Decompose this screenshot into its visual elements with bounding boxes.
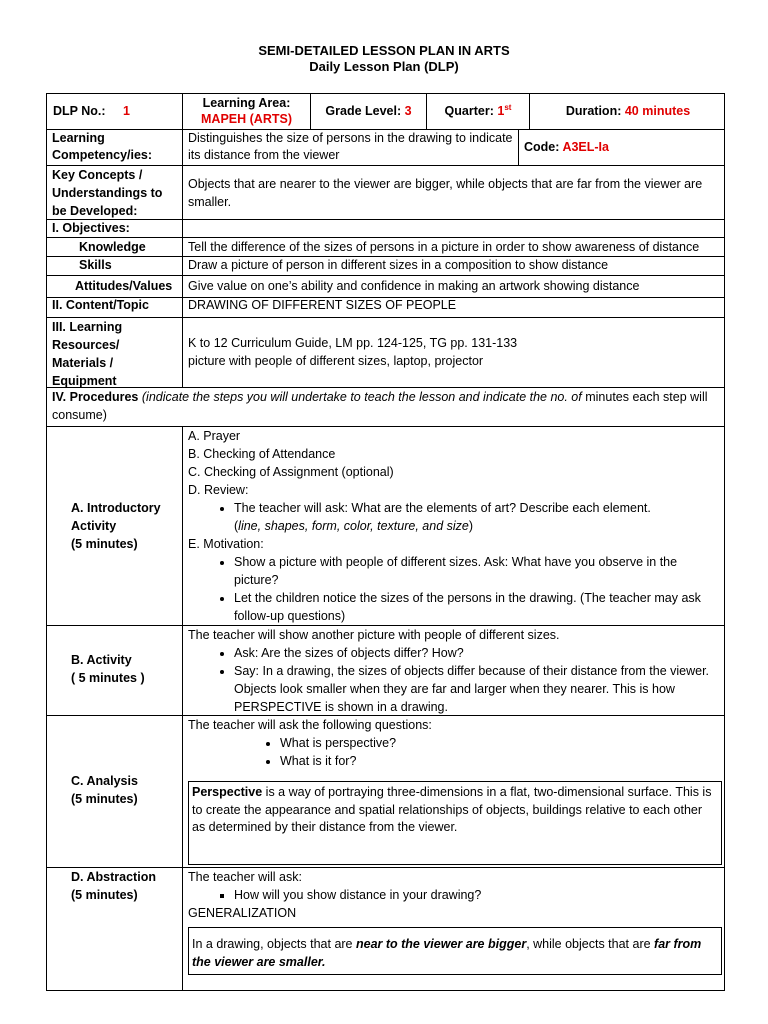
motivation-bullet-1: • Show a picture with people of different sizes. Ask: What have you observe in the picture? (234, 553, 721, 589)
learning-area-value: MAPEH (ARTS) (201, 112, 292, 126)
quarter-suffix: st (504, 102, 512, 112)
analysis-label-line1: C. Analysis (71, 774, 138, 788)
review-paren-close: ) (468, 519, 474, 533)
duration-cell (529, 94, 726, 129)
resources-text (182, 318, 726, 387)
resources-label-line1: III. Learning (52, 320, 123, 334)
attitudes-label: Attitudes/Values (75, 279, 173, 293)
dlp-value: 1 (123, 104, 130, 118)
objectives-row (46, 219, 725, 238)
analysis-question-1: • What is perspective? (280, 734, 721, 752)
key-concepts-label-line3: be Developed: (52, 204, 138, 218)
attitudes-row (46, 275, 725, 298)
abstraction-row (46, 867, 725, 991)
resources-row (46, 317, 725, 388)
intro-step-c: C. Checking of Assignment (optional) (188, 465, 394, 479)
competency-label-line1: Learning (52, 131, 105, 145)
review-paren-open: ( (234, 519, 239, 533)
document-subtitle: Daily Lesson Plan (DLP) (309, 59, 459, 74)
knowledge-text: Tell the difference of the sizes of persons in a picture in order to show awareness of distance (182, 238, 726, 256)
motivation-list (188, 553, 721, 625)
analysis-question-2: • What is it for? (280, 752, 721, 770)
activity-row (46, 625, 725, 716)
analysis-label (47, 716, 182, 867)
objectives-empty-cell (182, 220, 726, 237)
abstraction-bullet: ▪ How will you show distance in your drawing? (234, 886, 721, 904)
skills-text: Draw a picture of person in different sizes in a composition to show distance (182, 257, 726, 275)
key-concepts-label-line1: Key Concepts / (52, 168, 143, 182)
analysis-row (46, 715, 725, 868)
generalization-heading: GENERALIZATION (188, 906, 297, 920)
intro-step-d: D. Review: (188, 483, 249, 497)
quarter-label: Quarter: (444, 104, 494, 118)
analysis-intro: The teacher will ask the following questions: (188, 718, 432, 732)
quarter-cell (426, 94, 529, 129)
quarter-value: 1 (497, 104, 505, 118)
knowledge-row (46, 237, 725, 257)
activity-list (188, 644, 721, 715)
motivation-bullet-2: • Let the children notice the sizes of the persons in the drawing. (The teacher may ask follow-up questions) (234, 589, 721, 625)
abstraction-label (47, 868, 182, 990)
procedures-label: IV. Procedures (52, 390, 139, 404)
learning-area-cell (182, 94, 310, 129)
intro-step-b: B. Checking of Attendance (188, 447, 336, 461)
resources-line1: K to 12 Curriculum Guide, LM pp. 124-125, TG pp. 131-133 (188, 336, 518, 350)
activity-intro: The teacher will show another picture with people of different sizes. (188, 628, 560, 642)
key-concepts-row (46, 165, 725, 220)
skills-label: Skills (79, 258, 112, 272)
resources-label-line2: Resources/ (52, 338, 120, 352)
duration-value: 40 minutes (624, 104, 691, 118)
key-concepts-text: Objects that are nearer to the viewer are bigger, while objects that are far from the viewer are smaller. (182, 166, 726, 219)
generalization-part3: , while objects that are (526, 937, 655, 951)
analysis-label-line2: (5 minutes) (71, 792, 138, 806)
procedures-note-rest: minutes each step will consume) (52, 390, 708, 422)
resources-line2: picture with people of different sizes, laptop, projector (188, 354, 484, 368)
analysis-content (182, 716, 726, 867)
activity-label-line1: B. Activity (71, 653, 132, 667)
generalization-box (188, 927, 722, 975)
procedures-note: (indicate the steps you will undertake to teach the lesson and indicate the no. of (141, 390, 582, 404)
skills-row (46, 256, 725, 276)
resources-label-line3: Materials / (52, 356, 114, 370)
review-bullet (234, 499, 721, 535)
review-list (188, 499, 721, 535)
abstraction-label-line2: (5 minutes) (71, 888, 138, 902)
content-text: DRAWING OF DIFFERENT SIZES OF PEOPLE (182, 298, 726, 317)
header-row (46, 93, 725, 130)
analysis-questions (188, 734, 721, 770)
procedures-row (46, 387, 725, 427)
dlp-label: DLP No.: (53, 104, 106, 118)
intro-step-a: A. Prayer (188, 429, 241, 443)
grade-level-value: 3 (404, 104, 412, 118)
dlp-cell (47, 94, 182, 129)
perspective-definition-box (188, 781, 722, 865)
intro-label-line3: (5 minutes) (71, 537, 138, 551)
key-concepts-label-line2: Understandings to (52, 186, 163, 200)
intro-content (182, 427, 726, 625)
learning-area-label: Learning Area: (202, 96, 291, 110)
abstraction-list (188, 886, 721, 904)
document-title: SEMI-DETAILED LESSON PLAN IN ARTS (258, 43, 510, 58)
intro-label-line1: A. Introductory (71, 501, 161, 515)
content-row (46, 297, 725, 318)
generalization-part2: near to the viewer are bigger (355, 937, 527, 951)
key-concepts-label (47, 166, 182, 219)
code-value: A3EL-Ia (562, 140, 609, 154)
intro-label (47, 427, 182, 625)
generalization-part4: far from the viewer are smaller. (192, 937, 702, 969)
perspective-definition: is a way of portraying three-dimensions in a flat, two-dimensional surface. This is to create the appearance and spatial relationships of objects, buildings relative to each other as determined by their distance from the viewer. (192, 785, 712, 834)
content-label: II. Content/Topic (52, 298, 149, 312)
grade-level-cell (310, 94, 426, 129)
activity-bullet-2: • Say: In a drawing, the sizes of objects differ because of their distance from the viewer. Objects look smaller when they are far and larger when they nearer. This is how PERSPECTIVE is shown in a drawing. (234, 662, 721, 715)
competency-row (46, 129, 725, 166)
duration-label: Duration: (565, 104, 622, 118)
intro-step-e: E. Motivation: (188, 537, 264, 551)
review-elements: line, shapes, form, color, texture, and size (238, 519, 469, 533)
knowledge-label: Knowledge (79, 240, 146, 254)
grade-level-label: Grade Level: (325, 104, 402, 118)
intro-row (46, 426, 725, 626)
abstraction-content (182, 868, 726, 990)
activity-label (47, 626, 182, 715)
resources-label (47, 318, 182, 387)
attitudes-text: Give value on one’s ability and confidence in making an artwork showing distance (182, 276, 726, 297)
generalization-part1: In a drawing, objects that are (192, 937, 356, 951)
competency-label (47, 130, 182, 165)
abstraction-label-line1: D. Abstraction (71, 870, 156, 884)
activity-bullet-1: • Ask: Are the sizes of objects differ? How? (234, 644, 721, 662)
code-cell (518, 130, 726, 165)
activity-content (182, 626, 726, 715)
document-header (0, 43, 768, 75)
review-question: The teacher will ask: What are the elements of art? Describe each element. (234, 501, 651, 515)
perspective-term: Perspective (192, 785, 263, 799)
abstraction-intro: The teacher will ask: (188, 870, 302, 884)
objectives-label: I. Objectives: (52, 221, 130, 235)
activity-label-line2: ( 5 minutes ) (71, 671, 145, 685)
code-label: Code: (524, 140, 560, 154)
competency-label-line2: Competency/ies: (52, 148, 153, 162)
intro-label-line2: Activity (71, 519, 117, 533)
competency-text: Distinguishes the size of persons in the drawing to indicate its distance from the viewer (182, 130, 518, 165)
resources-label-line4: Equipment (52, 374, 117, 387)
procedures-header (47, 388, 726, 426)
